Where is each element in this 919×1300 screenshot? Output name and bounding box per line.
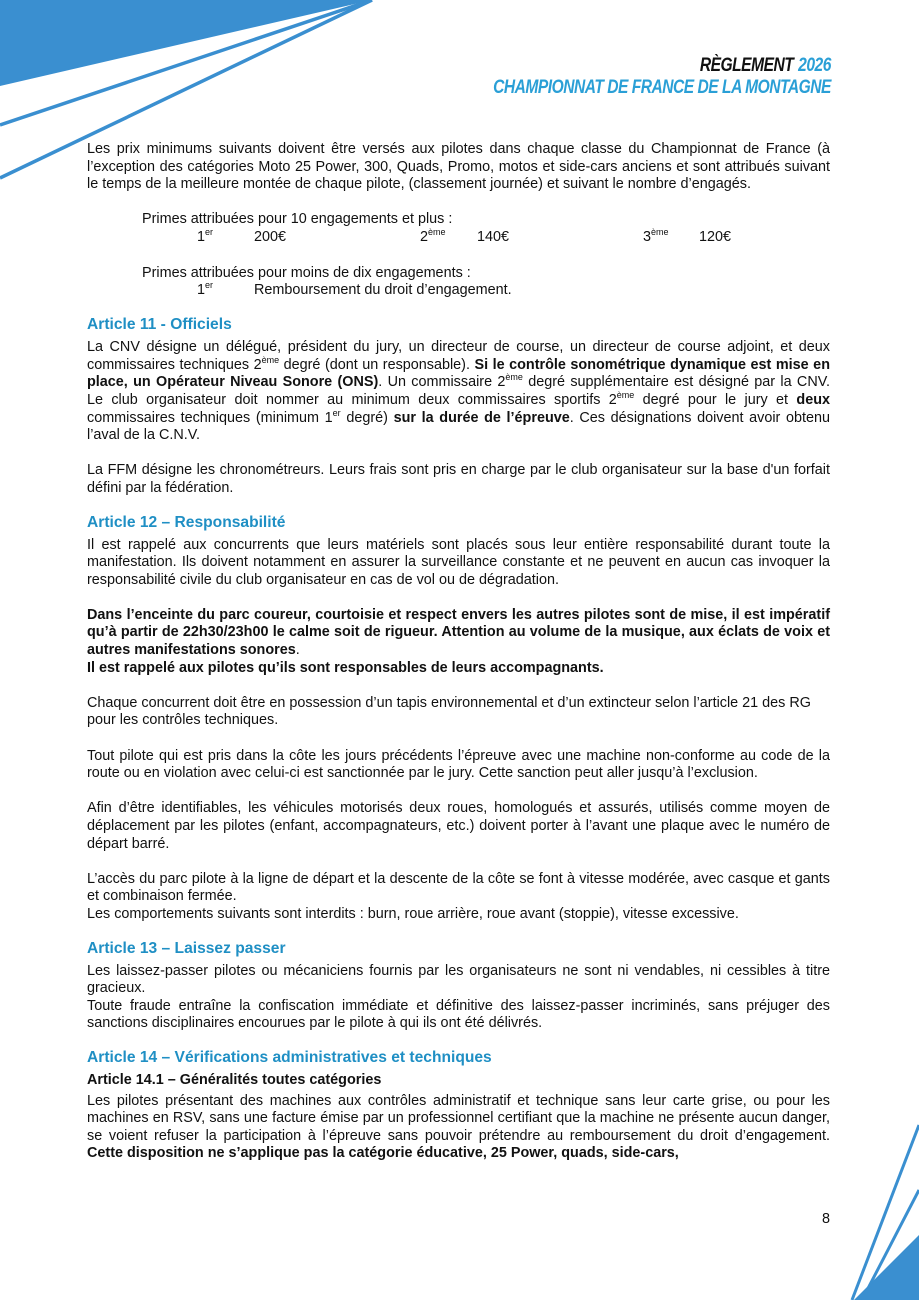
article-13-title: Article 13 – Laissez passer [87,939,286,957]
document-body [87,141,830,1163]
document-header [493,55,831,99]
article-11-title: Article 11 - Officiels [87,316,232,334]
prime-under-ten-place: 1er [197,280,214,299]
prime-amount-2: 140€ [477,228,510,245]
header-title [493,55,831,77]
primes-under-ten-label: Primes attribuées pour moins de dix engagements : [142,264,471,281]
header-year: 2026 [798,55,831,76]
prime-amount-3: 120€ [699,228,732,245]
intro-paragraph: Les prix minimums suivants doivent être versés aux pilotes dans chaque classe du Championnat de France (à l’exception des catégories Moto 25 Power, 300, Quads, Promo, motos et side-cars anciens et sont attribués suivant le temps de la meilleure montée de chaque pilote, (classement journée) et suivant le nombre d’engagés. [87,141,830,193]
article-13-paragraph-1: Les laissez-passer pilotes ou mécaniciens fournis par les organisateurs ne sont ni vendables, ni cessibles à titre gracieux. [87,962,830,997]
article-12-paragraph-3: Il est rappelé aux pilotes qu’ils sont responsables de leurs accompagnants. [87,659,604,676]
article-12-paragraph-6: Afin d’être identifiables, les véhicules motorisés deux roues, homologués et assurés, utilisés comme moyen de déplacement par les pilotes (enfant, accompagnateurs, etc.) doivent porter à l’avant une plaque avec le numéro de départ barré. [87,800,830,852]
article-12-paragraph-4: Chaque concurrent doit être en possession d’un tapis environnemental et d’un extincteur selon l’article 21 des RG pour les contrôles techniques. [87,694,811,729]
header-subtitle: CHAMPIONNAT DE FRANCE DE LA MONTAGNE [493,77,831,98]
primes-under-ten-row [87,282,830,300]
prime-under-ten-text: Remboursement du droit d’engagement. [254,282,512,299]
article-14-1-paragraph-1: Les pilotes présentant des machines aux contrôles administratif et technique sans leur carte grise, ou pour les machines en RSV, sans une facture émise par un professionnel certifiant que la machine ne présente aucun danger, se voient refuser la participation à l’épreuve sans pouvoir prétendre au remboursement du droit d’engagement. Cette disposition ne s’applique pas la catégorie éducative, 25 Power, quads, side-cars, [87,1092,830,1162]
article-12-paragraph-7: L’accès du parc pilote à la ligne de départ et la descente de la côte se font à vitesse modérée, avec casque et gants et combinaison fermée. [87,870,830,905]
corner-stripes-bottom-right [840,1110,919,1300]
prime-place-2: 2ème [420,226,446,245]
article-12-paragraph-2: Dans l’enceinte du parc coureur, courtoisie et respect envers les autres pilotes sont de mise, il est impératif qu’à partir de 22h30/23h00 le calme soit de rigueur. Attention au volume de la musique, aux éclats de voix et autres manifestations sonores. [87,606,830,659]
prime-amount-1: 200€ [254,228,287,245]
article-12-paragraph-5: Tout pilote qui est pris dans la côte les jours précédents l’épreuve avec une machine non-conforme au code de la route ou en violation avec celui-ci est sanctionnée par le jury. Cette sanction peut aller jusqu’à l’exclusion. [87,747,830,782]
header-title-word: RÈGLEMENT [699,55,794,76]
article-11-paragraph-2: La FFM désigne les chronométreurs. Leurs frais sont pris en charge par le club organisateur sur la base d'un forfait défini par la fédération. [87,462,830,496]
article-11-paragraph-1: La CNV désigne un délégué, président du jury, un directeur de course, un directeur de course adjoint, et deux commissaires techniques 2ème degré (dont un responsable). Si le contrôle sonométrique dynamique est mise en place, un Opérateur Niveau Sonore (ONS). Un commissaire 2ème degré supplémentaire est désigné par la CNV. Le club organisateur doit nommer au minimum deux commissaires sportifs 2ème degré pour le jury et deux commissaires techniques (minimum 1er degré) sur la durée de l’épreuve. Ces désignations doivent avoir obtenu l’aval de la C.N.V. [87,339,831,444]
article-14-1-title: Article 14.1 – Généralités toutes catégories [87,1071,382,1088]
article-12-title: Article 12 – Responsabilité [87,513,286,531]
article-13-paragraph-2: Toute fraude entraîne la confiscation immédiate et définitive des laissez-passer incriminés, sans préjuger des sanctions disciplinaires encourues par le pilote à qui ils ont été délivrés. [87,997,830,1032]
article-14-title: Article 14 – Vérifications administratives et techniques [87,1048,492,1066]
article-12-paragraph-1: Il est rappelé aux concurrents que leurs matériels sont placés sous leur entière responsabilité durant toute la manifestation. Ils doivent notamment en assurer la surveillance constante et ne peuvent en aucun cas invoquer la responsabilité civile du club organisateur en cas de vol ou de dégradation. [87,536,830,588]
article-12-paragraph-8: Les comportements suivants sont interdits : burn, roue arrière, roue avant (stoppie), vitesse excessive. [87,905,739,922]
prime-place-1: 1er [197,226,214,245]
prime-place-3: 3ème [643,226,669,245]
page-number: 8 [822,1211,831,1227]
primes-ten-plus-row [87,226,830,247]
primes-ten-plus-label: Primes attribuées pour 10 engagements et plus : [142,211,453,228]
